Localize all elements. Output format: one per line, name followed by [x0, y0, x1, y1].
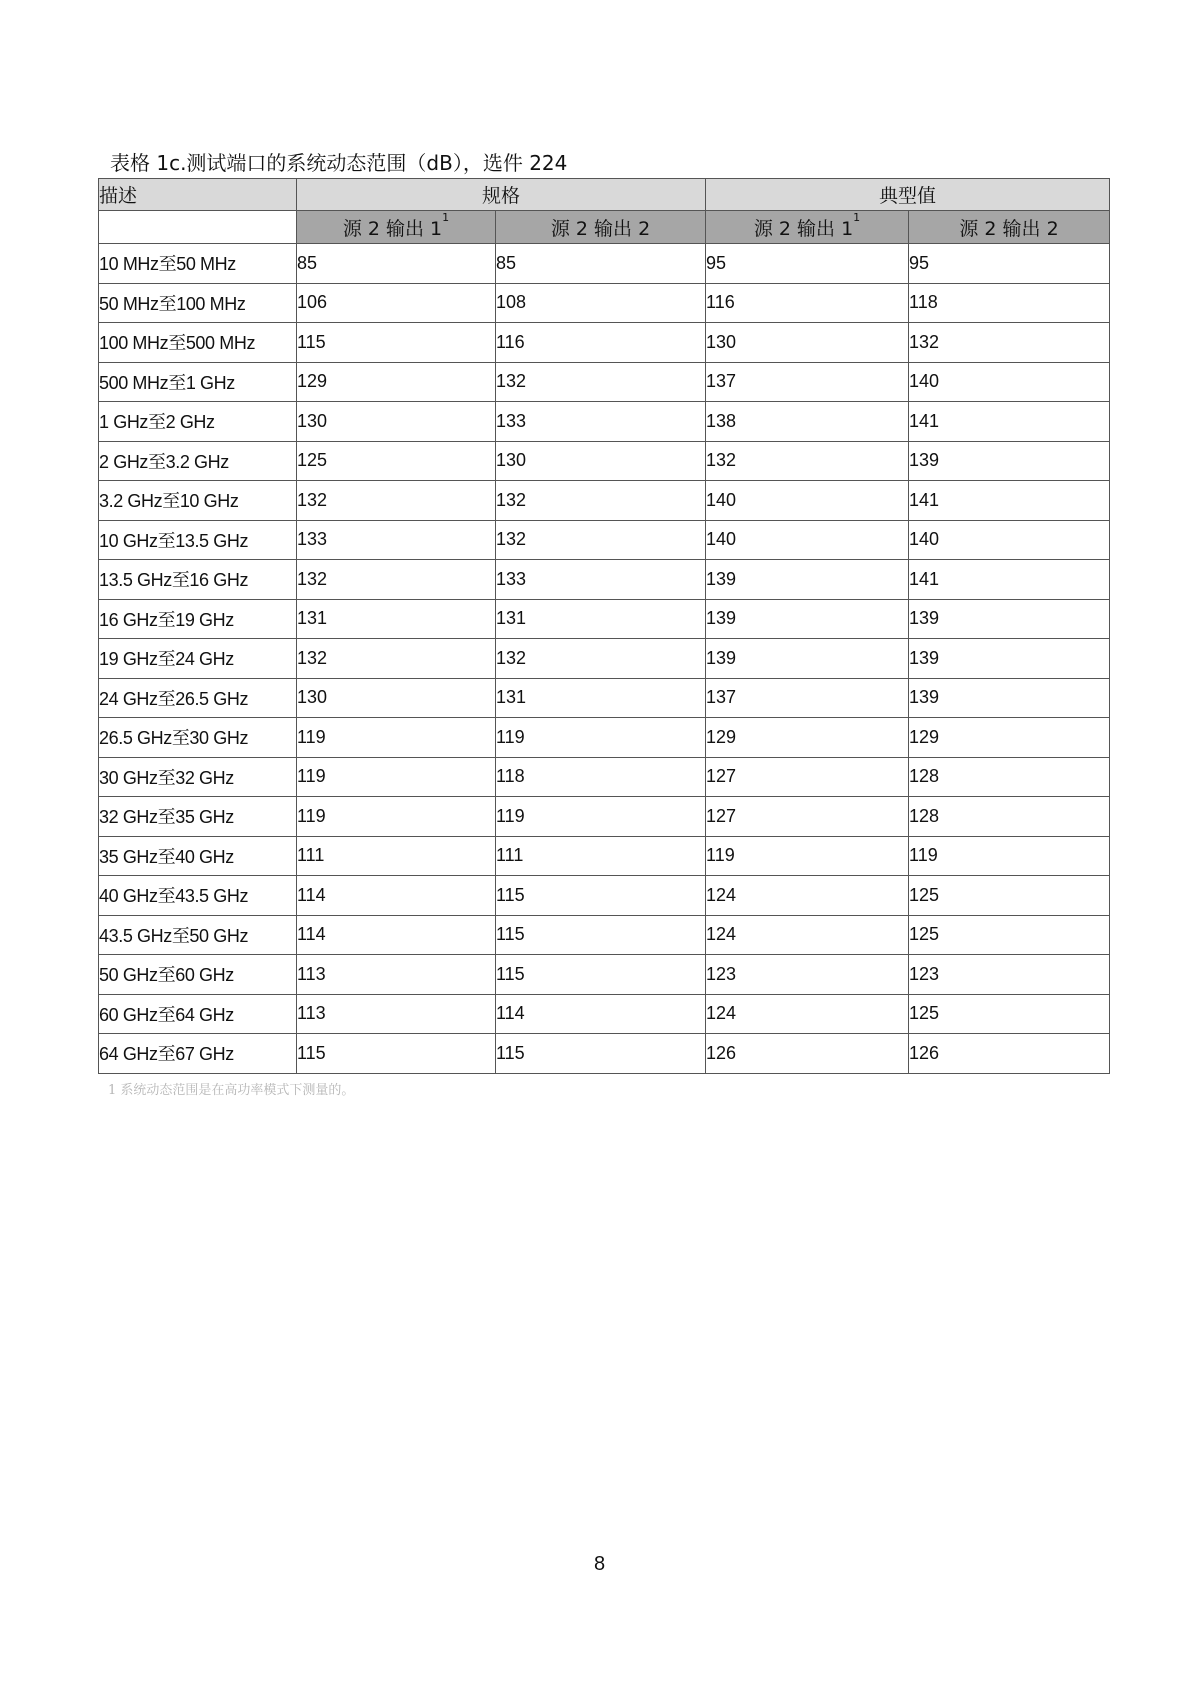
spec-out1-cell: 114: [297, 915, 496, 955]
spec-out2-cell: 115: [496, 1034, 706, 1074]
spec-out1-cell: 130: [297, 402, 496, 442]
table-row: [99, 678, 1110, 718]
spec-out2-cell: 115: [496, 915, 706, 955]
typical-out2-cell: 129: [909, 718, 1110, 758]
frequency-range-cell: 16 GHz至19 GHz: [99, 599, 297, 639]
typical-out1-cell: 119: [706, 836, 909, 876]
typical-out2-cell: 125: [909, 915, 1110, 955]
table-row: [99, 362, 1110, 402]
footnote-marker: 1: [442, 210, 450, 224]
table-caption: 表格 1c.测试端口的系统动态范围（dB），选件 224: [110, 151, 568, 175]
spec-out2-cell: 119: [496, 718, 706, 758]
typical-out1-cell: 140: [706, 481, 909, 521]
typical-out1-cell: 140: [706, 520, 909, 560]
footnote-marker: 1: [853, 210, 861, 224]
spec-out1-cell: 119: [297, 757, 496, 797]
spec-out1-cell: 133: [297, 520, 496, 560]
typical-out2-cell: 140: [909, 520, 1110, 560]
typical-out1-cell: 139: [706, 639, 909, 679]
spec-out1-cell: 114: [297, 876, 496, 916]
header-row-sub: [99, 211, 1110, 244]
spec-out2-cell: 108: [496, 283, 706, 323]
header-label: 源 2 输出 2: [550, 217, 651, 240]
spec-out1-cell: 113: [297, 994, 496, 1034]
typical-out2-cell: 139: [909, 639, 1110, 679]
typical-out1-cell: 95: [706, 244, 909, 284]
table-row: [99, 283, 1110, 323]
frequency-range-cell: 1 GHz至2 GHz: [99, 402, 297, 442]
frequency-range-cell: 10 GHz至13.5 GHz: [99, 520, 297, 560]
typical-out2-cell: 128: [909, 757, 1110, 797]
header-label: 源 2 输出 2: [959, 217, 1059, 240]
frequency-range-cell: 3.2 GHz至10 GHz: [99, 481, 297, 521]
typical-out1-cell: 124: [706, 994, 909, 1034]
header-label: 源 2 输出 1: [342, 217, 443, 240]
frequency-range-cell: 50 GHz至60 GHz: [99, 955, 297, 995]
frequency-range-cell: 30 GHz至32 GHz: [99, 757, 297, 797]
frequency-range-cell: 100 MHz至500 MHz: [99, 323, 297, 363]
frequency-range-cell: 10 MHz至50 MHz: [99, 244, 297, 284]
table-row: [99, 994, 1110, 1034]
header-blank-cell: [99, 211, 297, 244]
typical-out1-cell: 132: [706, 441, 909, 481]
page-number: 8: [593, 1553, 606, 1575]
typical-out2-cell: 141: [909, 481, 1110, 521]
spec-out2-cell: 116: [496, 323, 706, 363]
typical-out1-cell: 126: [706, 1034, 909, 1074]
spec-out2-cell: 132: [496, 639, 706, 679]
typical-out1-cell: 123: [706, 955, 909, 995]
frequency-range-cell: 64 GHz至67 GHz: [99, 1034, 297, 1074]
typical-out2-cell: 126: [909, 1034, 1110, 1074]
table-row: [99, 323, 1110, 363]
header-typical: 典型值: [706, 179, 1110, 211]
frequency-range-cell: 32 GHz至35 GHz: [99, 797, 297, 837]
typical-out1-cell: 138: [706, 402, 909, 442]
table-row: [99, 757, 1110, 797]
spec-out1-cell: 115: [297, 1034, 496, 1074]
typical-out1-cell: 124: [706, 915, 909, 955]
table-row: [99, 876, 1110, 916]
typical-out1-cell: 129: [706, 718, 909, 758]
frequency-range-cell: 19 GHz至24 GHz: [99, 639, 297, 679]
spec-out2-cell: 132: [496, 481, 706, 521]
spec-out1-cell: 115: [297, 323, 496, 363]
spec-out2-cell: 131: [496, 599, 706, 639]
spec-out1-cell: 132: [297, 639, 496, 679]
typical-out1-cell: 137: [706, 678, 909, 718]
frequency-range-cell: 13.5 GHz至16 GHz: [99, 560, 297, 600]
spec-out1-cell: 111: [297, 836, 496, 876]
typical-out2-cell: 123: [909, 955, 1110, 995]
table-row: [99, 560, 1110, 600]
table-row: [99, 1034, 1110, 1074]
typical-out2-cell: 119: [909, 836, 1110, 876]
typical-out2-cell: 132: [909, 323, 1110, 363]
spec-out1-cell: 132: [297, 560, 496, 600]
header-spec-out2: [496, 211, 706, 244]
spec-out1-cell: 85: [297, 244, 496, 284]
spec-out2-cell: 118: [496, 757, 706, 797]
typical-out1-cell: 127: [706, 757, 909, 797]
spec-out1-cell: 132: [297, 481, 496, 521]
typical-out2-cell: 125: [909, 876, 1110, 916]
table-body: [99, 244, 1110, 1074]
table-row: [99, 402, 1110, 442]
header-label: 源 2 输出 1: [753, 217, 854, 240]
spec-out2-cell: 132: [496, 362, 706, 402]
spec-out1-cell: 119: [297, 718, 496, 758]
header-row-group: [99, 179, 1110, 211]
spec-out2-cell: 131: [496, 678, 706, 718]
header-typical-out2: [909, 211, 1110, 244]
spec-out1-cell: 129: [297, 362, 496, 402]
spec-out2-cell: 130: [496, 441, 706, 481]
table-row: [99, 915, 1110, 955]
spec-out2-cell: 115: [496, 876, 706, 916]
typical-out1-cell: 124: [706, 876, 909, 916]
spec-out2-cell: 133: [496, 402, 706, 442]
footnote: 1 系统动态范围是在高功率模式下测量的。: [108, 1083, 355, 1098]
table-row: [99, 441, 1110, 481]
table-row: [99, 836, 1110, 876]
spec-out1-cell: 131: [297, 599, 496, 639]
frequency-range-cell: 40 GHz至43.5 GHz: [99, 876, 297, 916]
table-row: [99, 481, 1110, 521]
header-spec-out1: [297, 211, 496, 244]
typical-out1-cell: 127: [706, 797, 909, 837]
typical-out1-cell: 130: [706, 323, 909, 363]
typical-out2-cell: 139: [909, 441, 1110, 481]
spec-out2-cell: 115: [496, 955, 706, 995]
typical-out2-cell: 141: [909, 560, 1110, 600]
typical-out1-cell: 116: [706, 283, 909, 323]
spec-out2-cell: 119: [496, 797, 706, 837]
header-spec: 规格: [297, 179, 706, 211]
header-typical-out1: [706, 211, 909, 244]
table-row: [99, 797, 1110, 837]
table-row: [99, 955, 1110, 995]
table-row: [99, 599, 1110, 639]
table-row: [99, 639, 1110, 679]
typical-out1-cell: 137: [706, 362, 909, 402]
table-row: [99, 520, 1110, 560]
frequency-range-cell: 50 MHz至100 MHz: [99, 283, 297, 323]
frequency-range-cell: 500 MHz至1 GHz: [99, 362, 297, 402]
typical-out2-cell: 95: [909, 244, 1110, 284]
dynamic-range-table: [98, 178, 1110, 1074]
typical-out2-cell: 141: [909, 402, 1110, 442]
typical-out1-cell: 139: [706, 599, 909, 639]
header-description: 描述: [99, 179, 297, 211]
typical-out2-cell: 125: [909, 994, 1110, 1034]
table-row: [99, 718, 1110, 758]
frequency-range-cell: 24 GHz至26.5 GHz: [99, 678, 297, 718]
spec-out2-cell: 111: [496, 836, 706, 876]
spec-out2-cell: 85: [496, 244, 706, 284]
spec-out1-cell: 119: [297, 797, 496, 837]
spec-out1-cell: 130: [297, 678, 496, 718]
typical-out2-cell: 139: [909, 678, 1110, 718]
spec-out1-cell: 106: [297, 283, 496, 323]
typical-out1-cell: 139: [706, 560, 909, 600]
spec-out2-cell: 132: [496, 520, 706, 560]
frequency-range-cell: 26.5 GHz至30 GHz: [99, 718, 297, 758]
frequency-range-cell: 60 GHz至64 GHz: [99, 994, 297, 1034]
frequency-range-cell: 43.5 GHz至50 GHz: [99, 915, 297, 955]
typical-out2-cell: 140: [909, 362, 1110, 402]
typical-out2-cell: 139: [909, 599, 1110, 639]
spec-out1-cell: 125: [297, 441, 496, 481]
spec-out1-cell: 113: [297, 955, 496, 995]
table-row: [99, 244, 1110, 284]
spec-out2-cell: 114: [496, 994, 706, 1034]
spec-out2-cell: 133: [496, 560, 706, 600]
frequency-range-cell: 35 GHz至40 GHz: [99, 836, 297, 876]
typical-out2-cell: 118: [909, 283, 1110, 323]
frequency-range-cell: 2 GHz至3.2 GHz: [99, 441, 297, 481]
typical-out2-cell: 128: [909, 797, 1110, 837]
